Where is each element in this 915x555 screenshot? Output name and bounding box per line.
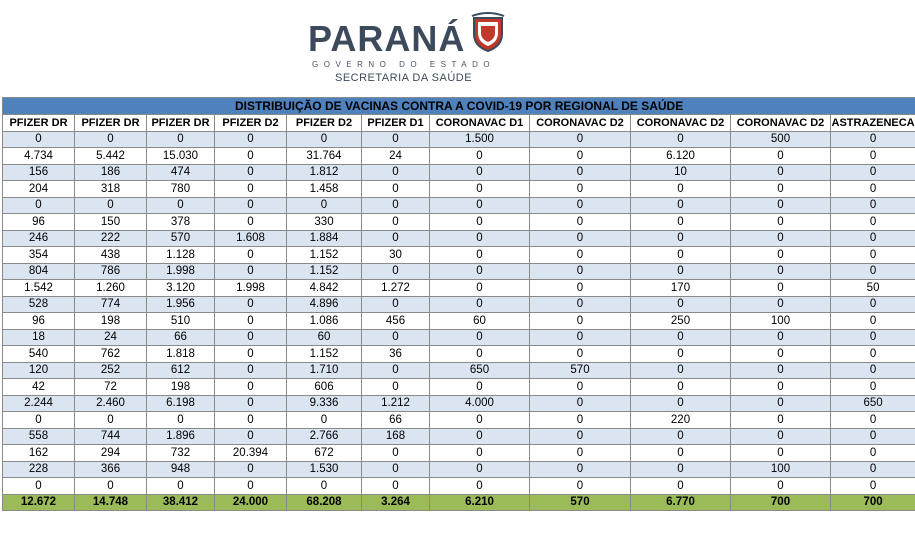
table-cell: 0 xyxy=(147,412,215,429)
table-cell: 0 xyxy=(215,313,287,330)
table-cell: 0 xyxy=(731,164,831,181)
table-cell: 1.086 xyxy=(287,313,362,330)
table-cell: 4.734 xyxy=(3,148,75,165)
table-cell: 60 xyxy=(430,313,530,330)
table-cell: 1.884 xyxy=(287,230,362,247)
table-row xyxy=(3,296,915,313)
table-cell: 732 xyxy=(147,445,215,462)
table-cell: 0 xyxy=(731,346,831,363)
table-cell: 0 xyxy=(147,131,215,148)
table-cell: 0 xyxy=(3,478,75,495)
table-cell: 510 xyxy=(147,313,215,330)
table-cell: 5.442 xyxy=(75,148,147,165)
table-cell: 500 xyxy=(731,131,831,148)
table-cell: 0 xyxy=(430,181,530,198)
table-cell: 0 xyxy=(430,263,530,280)
table-cell: 0 xyxy=(631,230,731,247)
table-cell: 650 xyxy=(831,395,915,412)
table-cell: 0 xyxy=(362,181,430,198)
table-cell: 1.608 xyxy=(215,230,287,247)
table-cell: 0 xyxy=(530,214,631,231)
column-header: CORONAVAC D2 xyxy=(530,115,631,132)
table-cell: 0 xyxy=(731,362,831,379)
table-cell: 222 xyxy=(75,230,147,247)
table-cell: 0 xyxy=(215,263,287,280)
table-cell: 0 xyxy=(430,230,530,247)
table-cell: 0 xyxy=(430,445,530,462)
table-title: DISTRIBUIÇÃO DE VACINAS CONTRA A COVID-19 POR REGIONAL DE SAÚDE xyxy=(3,98,915,115)
table-cell: 228 xyxy=(3,461,75,478)
table-cell: 0 xyxy=(530,329,631,346)
table-cell: 948 xyxy=(147,461,215,478)
table-cell: 0 xyxy=(631,362,731,379)
table-cell: 168 xyxy=(362,428,430,445)
totals-row xyxy=(3,494,915,511)
table-row xyxy=(3,247,915,264)
table-cell: 0 xyxy=(215,148,287,165)
table-cell: 0 xyxy=(362,329,430,346)
table-cell: 0 xyxy=(530,379,631,396)
total-cell: 700 xyxy=(731,494,831,511)
table-cell: 1.998 xyxy=(215,280,287,297)
column-header: CORONAVAC D2 xyxy=(631,115,731,132)
table-cell: 0 xyxy=(215,412,287,429)
table-cell: 0 xyxy=(75,197,147,214)
table-cell: 0 xyxy=(831,461,915,478)
table-cell: 774 xyxy=(75,296,147,313)
table-cell: 0 xyxy=(362,131,430,148)
table-cell: 0 xyxy=(631,247,731,264)
table-cell: 10 xyxy=(631,164,731,181)
table-cell: 0 xyxy=(831,329,915,346)
table-cell: 0 xyxy=(631,395,731,412)
table-cell: 378 xyxy=(147,214,215,231)
vaccine-distribution-table xyxy=(2,97,915,511)
column-header: ASTRAZENECA xyxy=(831,115,915,132)
total-cell: 6.210 xyxy=(430,494,530,511)
table-cell: 252 xyxy=(75,362,147,379)
table-cell: 0 xyxy=(731,478,831,495)
table-cell: 612 xyxy=(147,362,215,379)
table-cell: 0 xyxy=(731,214,831,231)
table-cell: 24 xyxy=(75,329,147,346)
table-row xyxy=(3,445,915,462)
table-cell: 156 xyxy=(3,164,75,181)
table-cell: 0 xyxy=(831,131,915,148)
table-cell: 456 xyxy=(362,313,430,330)
table-cell: 672 xyxy=(287,445,362,462)
table-cell: 0 xyxy=(831,428,915,445)
page-header xyxy=(0,0,915,95)
table-cell: 0 xyxy=(831,313,915,330)
table-row xyxy=(3,313,915,330)
table-cell: 0 xyxy=(831,346,915,363)
table-cell: 0 xyxy=(530,230,631,247)
total-cell: 6.770 xyxy=(631,494,731,511)
table-cell: 20.394 xyxy=(215,445,287,462)
table-cell: 0 xyxy=(215,247,287,264)
table-cell: 0 xyxy=(362,263,430,280)
table-cell: 0 xyxy=(430,461,530,478)
table-cell: 0 xyxy=(731,329,831,346)
table-cell: 2.460 xyxy=(75,395,147,412)
table-cell: 0 xyxy=(215,346,287,363)
table-cell: 0 xyxy=(362,296,430,313)
column-header: PFIZER D2 xyxy=(215,115,287,132)
table-cell: 0 xyxy=(631,214,731,231)
total-cell: 68.208 xyxy=(287,494,362,511)
table-row xyxy=(3,164,915,181)
table-cell: 0 xyxy=(215,181,287,198)
table-cell: 0 xyxy=(831,214,915,231)
table-cell: 558 xyxy=(3,428,75,445)
table-cell: 0 xyxy=(3,197,75,214)
table-cell: 150 xyxy=(75,214,147,231)
table-cell: 96 xyxy=(3,313,75,330)
total-cell: 12.672 xyxy=(3,494,75,511)
table-cell: 0 xyxy=(430,478,530,495)
table-cell: 0 xyxy=(430,247,530,264)
table-row xyxy=(3,280,915,297)
table-cell: 0 xyxy=(362,478,430,495)
table-cell: 42 xyxy=(3,379,75,396)
table-cell: 0 xyxy=(631,428,731,445)
table-cell: 0 xyxy=(530,197,631,214)
table-cell: 0 xyxy=(430,412,530,429)
table-cell: 0 xyxy=(75,412,147,429)
table-cell: 250 xyxy=(631,313,731,330)
table-cell: 1.710 xyxy=(287,362,362,379)
table-cell: 0 xyxy=(731,412,831,429)
table-cell: 186 xyxy=(75,164,147,181)
table-cell: 100 xyxy=(731,461,831,478)
government-subtitle: GOVERNO DO ESTADO xyxy=(312,60,496,69)
table-cell: 1.998 xyxy=(147,263,215,280)
table-cell: 0 xyxy=(362,164,430,181)
table-cell: 198 xyxy=(75,313,147,330)
table-cell: 120 xyxy=(3,362,75,379)
table-cell: 6.198 xyxy=(147,395,215,412)
total-cell: 3.264 xyxy=(362,494,430,511)
table-cell: 24 xyxy=(362,148,430,165)
table-cell: 0 xyxy=(530,478,631,495)
table-cell: 0 xyxy=(287,197,362,214)
table-cell: 354 xyxy=(3,247,75,264)
table-cell: 100 xyxy=(731,313,831,330)
table-cell: 0 xyxy=(147,197,215,214)
table-cell: 650 xyxy=(430,362,530,379)
table-cell: 50 xyxy=(831,280,915,297)
parana-coat-of-arms-icon xyxy=(470,12,506,52)
table-cell: 0 xyxy=(731,230,831,247)
table-cell: 0 xyxy=(831,362,915,379)
table-cell: 0 xyxy=(631,329,731,346)
table-cell: 0 xyxy=(731,263,831,280)
table-cell: 0 xyxy=(631,461,731,478)
table-cell: 0 xyxy=(530,181,631,198)
table-cell: 1.812 xyxy=(287,164,362,181)
table-cell: 294 xyxy=(75,445,147,462)
table-cell: 0 xyxy=(362,214,430,231)
column-header: PFIZER DR xyxy=(3,115,75,132)
table-cell: 1.530 xyxy=(287,461,362,478)
table-cell: 198 xyxy=(147,379,215,396)
table-row xyxy=(3,379,915,396)
table-row xyxy=(3,362,915,379)
table-cell: 0 xyxy=(831,296,915,313)
table-cell: 60 xyxy=(287,329,362,346)
column-header: PFIZER DR xyxy=(75,115,147,132)
table-cell: 0 xyxy=(362,230,430,247)
table-cell: 0 xyxy=(362,197,430,214)
table-cell: 2.244 xyxy=(3,395,75,412)
table-cell: 0 xyxy=(831,230,915,247)
column-header: CORONAVAC D1 xyxy=(430,115,530,132)
table-cell: 0 xyxy=(215,461,287,478)
table-cell: 4.896 xyxy=(287,296,362,313)
total-cell: 38.412 xyxy=(147,494,215,511)
table-cell: 0 xyxy=(3,412,75,429)
table-cell: 780 xyxy=(147,181,215,198)
table-cell: 0 xyxy=(430,296,530,313)
table-cell: 0 xyxy=(75,131,147,148)
column-header: PFIZER D2 xyxy=(287,115,362,132)
table-cell: 1.152 xyxy=(287,263,362,280)
total-cell: 570 xyxy=(530,494,631,511)
table-cell: 0 xyxy=(215,395,287,412)
table-cell: 0 xyxy=(530,164,631,181)
table-cell: 0 xyxy=(831,263,915,280)
department-name: SECRETARIA DA SAÚDE xyxy=(335,72,473,84)
table-cell: 6.120 xyxy=(631,148,731,165)
table-cell: 0 xyxy=(631,445,731,462)
table-row xyxy=(3,412,915,429)
table-cell: 0 xyxy=(430,428,530,445)
table-cell: 0 xyxy=(631,346,731,363)
table-cell: 366 xyxy=(75,461,147,478)
table-cell: 0 xyxy=(215,478,287,495)
table-cell: 162 xyxy=(3,445,75,462)
table-cell: 66 xyxy=(147,329,215,346)
table-cell: 0 xyxy=(831,148,915,165)
table-cell: 0 xyxy=(530,247,631,264)
table-cell: 1.128 xyxy=(147,247,215,264)
table-cell: 36 xyxy=(362,346,430,363)
table-cell: 31.764 xyxy=(287,148,362,165)
table-row xyxy=(3,428,915,445)
table-row xyxy=(3,131,915,148)
table-cell: 1.500 xyxy=(430,131,530,148)
table-cell: 0 xyxy=(831,379,915,396)
table-cell: 0 xyxy=(731,379,831,396)
table-cell: 1.272 xyxy=(362,280,430,297)
table-cell: 0 xyxy=(731,296,831,313)
table-cell: 0 xyxy=(362,461,430,478)
table-cell: 606 xyxy=(287,379,362,396)
table-cell: 0 xyxy=(530,131,631,148)
table-cell: 0 xyxy=(215,379,287,396)
table-cell: 1.152 xyxy=(287,247,362,264)
table-cell: 1.956 xyxy=(147,296,215,313)
table-cell: 528 xyxy=(3,296,75,313)
table-cell: 0 xyxy=(215,214,287,231)
table-cell: 0 xyxy=(731,197,831,214)
table-cell: 0 xyxy=(530,461,631,478)
table-cell: 786 xyxy=(75,263,147,280)
table-cell: 0 xyxy=(430,197,530,214)
table-cell: 1.152 xyxy=(287,346,362,363)
table-cell: 0 xyxy=(631,197,731,214)
table-row xyxy=(3,263,915,280)
total-cell: 700 xyxy=(831,494,915,511)
table-row xyxy=(3,214,915,231)
table-cell: 318 xyxy=(75,181,147,198)
table-cell: 220 xyxy=(631,412,731,429)
table-cell: 0 xyxy=(362,379,430,396)
table-cell: 0 xyxy=(530,428,631,445)
table-cell: 0 xyxy=(215,164,287,181)
table-row xyxy=(3,197,915,214)
table-cell: 0 xyxy=(215,329,287,346)
table-cell: 4.000 xyxy=(430,395,530,412)
table-row xyxy=(3,181,915,198)
table-cell: 0 xyxy=(530,412,631,429)
table-cell: 72 xyxy=(75,379,147,396)
table-cell: 1.458 xyxy=(287,181,362,198)
table-cell: 0 xyxy=(530,445,631,462)
table-cell: 3.120 xyxy=(147,280,215,297)
table-row xyxy=(3,461,915,478)
table-cell: 0 xyxy=(3,131,75,148)
table-cell: 0 xyxy=(831,164,915,181)
table-cell: 1.260 xyxy=(75,280,147,297)
table-cell: 30 xyxy=(362,247,430,264)
table-cell: 1.896 xyxy=(147,428,215,445)
table-cell: 0 xyxy=(430,148,530,165)
table-cell: 804 xyxy=(3,263,75,280)
table-cell: 1.818 xyxy=(147,346,215,363)
table-cell: 570 xyxy=(147,230,215,247)
table-cell: 246 xyxy=(3,230,75,247)
table-cell: 0 xyxy=(530,346,631,363)
column-header: PFIZER DR xyxy=(147,115,215,132)
table-cell: 540 xyxy=(3,346,75,363)
column-header-row xyxy=(3,115,915,132)
table-cell: 0 xyxy=(287,131,362,148)
total-cell: 14.748 xyxy=(75,494,147,511)
brand-logo: PARANÁ xyxy=(308,18,466,59)
table-cell: 0 xyxy=(362,445,430,462)
table-row xyxy=(3,148,915,165)
table-cell: 9.336 xyxy=(287,395,362,412)
table-cell: 170 xyxy=(631,280,731,297)
table-cell: 0 xyxy=(215,296,287,313)
table-cell: 0 xyxy=(831,197,915,214)
table-cell: 0 xyxy=(831,445,915,462)
table-row xyxy=(3,346,915,363)
table-cell: 0 xyxy=(631,478,731,495)
table-row xyxy=(3,395,915,412)
table-cell: 0 xyxy=(75,478,147,495)
column-header: CORONAVAC D2 xyxy=(731,115,831,132)
table-row xyxy=(3,478,915,495)
table-cell: 0 xyxy=(530,263,631,280)
column-header: PFIZER D1 xyxy=(362,115,430,132)
table-cell: 0 xyxy=(831,478,915,495)
table-cell: 0 xyxy=(631,263,731,280)
table-cell: 0 xyxy=(430,379,530,396)
table-cell: 0 xyxy=(831,181,915,198)
table-cell: 0 xyxy=(731,247,831,264)
table-cell: 0 xyxy=(731,428,831,445)
table-cell: 0 xyxy=(731,445,831,462)
table-row xyxy=(3,329,915,346)
table-cell: 0 xyxy=(430,329,530,346)
table-cell: 96 xyxy=(3,214,75,231)
table-cell: 0 xyxy=(530,313,631,330)
table-cell: 4.842 xyxy=(287,280,362,297)
table-cell: 0 xyxy=(631,379,731,396)
table-cell: 0 xyxy=(731,181,831,198)
table-cell: 0 xyxy=(731,280,831,297)
table-cell: 474 xyxy=(147,164,215,181)
table-cell: 66 xyxy=(362,412,430,429)
table-cell: 0 xyxy=(430,214,530,231)
table-cell: 762 xyxy=(75,346,147,363)
table-cell: 0 xyxy=(831,412,915,429)
table-cell: 438 xyxy=(75,247,147,264)
table-cell: 1.212 xyxy=(362,395,430,412)
table-cell: 330 xyxy=(287,214,362,231)
table-cell: 18 xyxy=(3,329,75,346)
table-cell: 0 xyxy=(362,362,430,379)
table-cell: 15.030 xyxy=(147,148,215,165)
table-cell: 0 xyxy=(215,428,287,445)
table-cell: 0 xyxy=(215,362,287,379)
table-cell: 1.542 xyxy=(3,280,75,297)
table-cell: 0 xyxy=(147,478,215,495)
total-cell: 24.000 xyxy=(215,494,287,511)
table-cell: 0 xyxy=(530,280,631,297)
table-cell: 0 xyxy=(215,197,287,214)
table-cell: 0 xyxy=(530,395,631,412)
table-cell: 0 xyxy=(215,131,287,148)
table-cell: 0 xyxy=(731,148,831,165)
table-cell: 0 xyxy=(631,296,731,313)
table-cell: 0 xyxy=(731,395,831,412)
table-cell: 0 xyxy=(430,280,530,297)
table-cell: 744 xyxy=(75,428,147,445)
table-row xyxy=(3,230,915,247)
table-cell: 0 xyxy=(530,148,631,165)
table-cell: 2.766 xyxy=(287,428,362,445)
table-cell: 204 xyxy=(3,181,75,198)
table-cell: 0 xyxy=(831,247,915,264)
table-cell: 0 xyxy=(287,412,362,429)
table-cell: 0 xyxy=(530,296,631,313)
table-cell: 0 xyxy=(287,478,362,495)
table-body xyxy=(3,131,915,511)
table-cell: 0 xyxy=(631,131,731,148)
table-cell: 570 xyxy=(530,362,631,379)
table-cell: 0 xyxy=(631,181,731,198)
table-cell: 0 xyxy=(430,164,530,181)
table-cell: 0 xyxy=(430,346,530,363)
